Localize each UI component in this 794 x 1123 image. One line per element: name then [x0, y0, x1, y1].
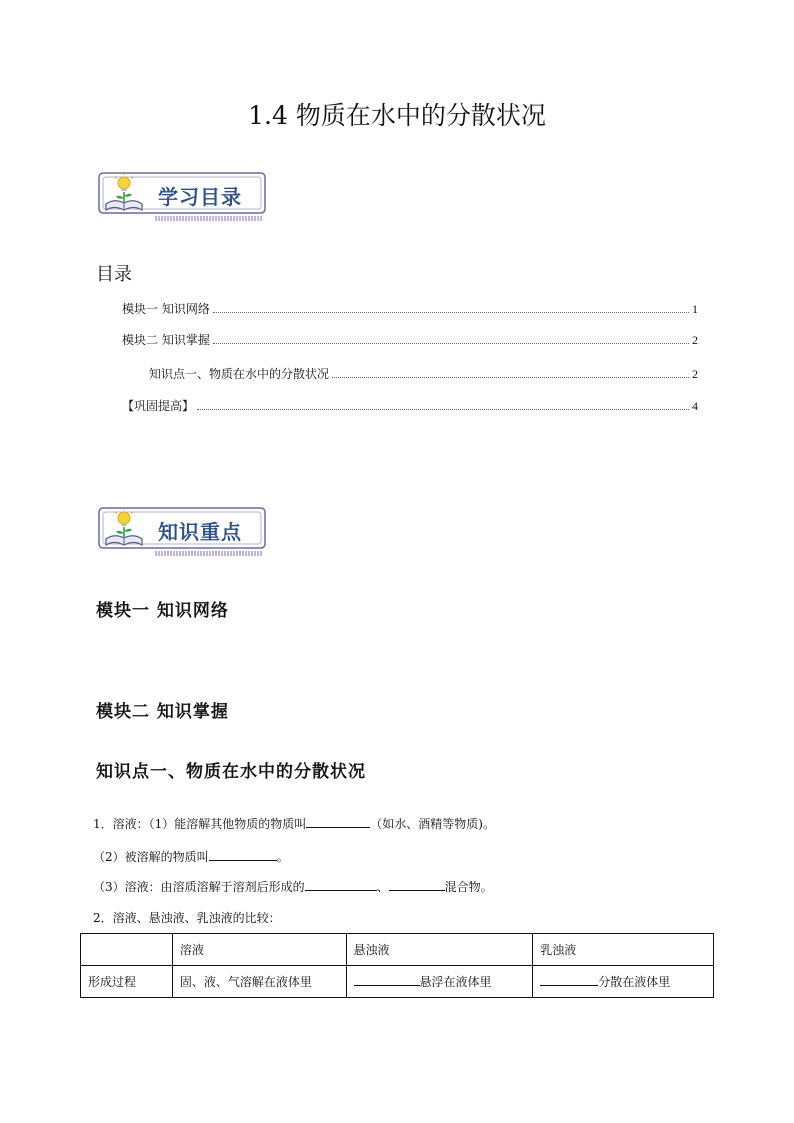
banner-label: 学习目录 [158, 185, 242, 209]
paragraph-solvent [93, 815, 495, 832]
table-cell: 固、液、气溶解在液体里 [172, 966, 346, 998]
text: （2）被溶解的物质叫 [93, 850, 209, 864]
banner-key-knowledge [96, 505, 270, 557]
banner-label: 知识重点 [158, 520, 242, 544]
table-header-cell [81, 934, 173, 966]
text: 1．溶液：（1）能溶解其他物质的物质叫 [93, 817, 307, 831]
table-header-cell: 悬浊液 [346, 934, 533, 966]
paragraph-solution [93, 878, 493, 895]
section-heading-kp1: 知识点一、物质在水中的分散状况 [96, 762, 366, 782]
toc-heading: 目录 [96, 264, 132, 285]
toc-entry-label: 模块一 知识网络 [122, 302, 210, 316]
table-cell [533, 966, 714, 998]
table-header-cell: 溶液 [172, 934, 346, 966]
cell-text: 悬浮在液体里 [419, 975, 492, 989]
text: （如水、酒精等物质)。 [370, 817, 495, 831]
toc-entry[interactable] [149, 365, 698, 381]
toc-entry[interactable] [122, 397, 698, 413]
toc-leader [197, 399, 689, 410]
text: 。 [276, 850, 289, 864]
fill-blank[interactable] [306, 815, 370, 828]
toc-entry-page: 1 [692, 302, 698, 316]
table-header-row [81, 934, 714, 966]
section-heading-module1: 模块一 知识网络 [96, 601, 229, 621]
toc-entry-page: 2 [692, 367, 698, 381]
text: （3）溶液：由溶质溶解于溶剂后形成的 [93, 880, 305, 894]
fill-blank[interactable] [209, 848, 277, 861]
table-cell [346, 966, 533, 998]
toc-entry-label: 模块二 知识掌握 [122, 333, 210, 347]
banner-study-contents [96, 170, 270, 222]
table-header-cell: 乳浊液 [533, 934, 714, 966]
fill-blank[interactable] [540, 973, 598, 986]
paragraph-solute [93, 848, 289, 865]
toc-leader [213, 333, 689, 344]
text: 混合物。 [444, 880, 493, 894]
fill-blank[interactable] [389, 878, 445, 891]
page-title: 1.4 物质在水中的分散状况 [248, 101, 546, 130]
toc-entry-page: 4 [692, 399, 698, 413]
toc-entry-label: 【巩固提高】 [122, 399, 195, 413]
toc-leader [332, 367, 689, 378]
section-heading-module2: 模块二 知识掌握 [96, 702, 229, 722]
toc-entry[interactable] [122, 331, 698, 347]
cell-text: 分散在液体里 [598, 975, 671, 989]
comparison-table [80, 933, 714, 998]
paragraph-comparison: 2．溶液、悬浊液、乳浊液的比较： [93, 911, 281, 925]
fill-blank[interactable] [305, 878, 377, 891]
fill-blank[interactable] [354, 973, 420, 986]
text: 、 [376, 880, 389, 894]
banner-stripes [156, 216, 261, 221]
toc-entry[interactable] [122, 300, 698, 316]
table-row-label: 形成过程 [81, 966, 173, 998]
toc-leader [213, 302, 689, 313]
toc-entry-page: 2 [692, 333, 698, 347]
banner-stripes [156, 551, 261, 556]
table-row [81, 966, 714, 998]
toc-entry-label: 知识点一、物质在水中的分散状况 [149, 367, 330, 381]
